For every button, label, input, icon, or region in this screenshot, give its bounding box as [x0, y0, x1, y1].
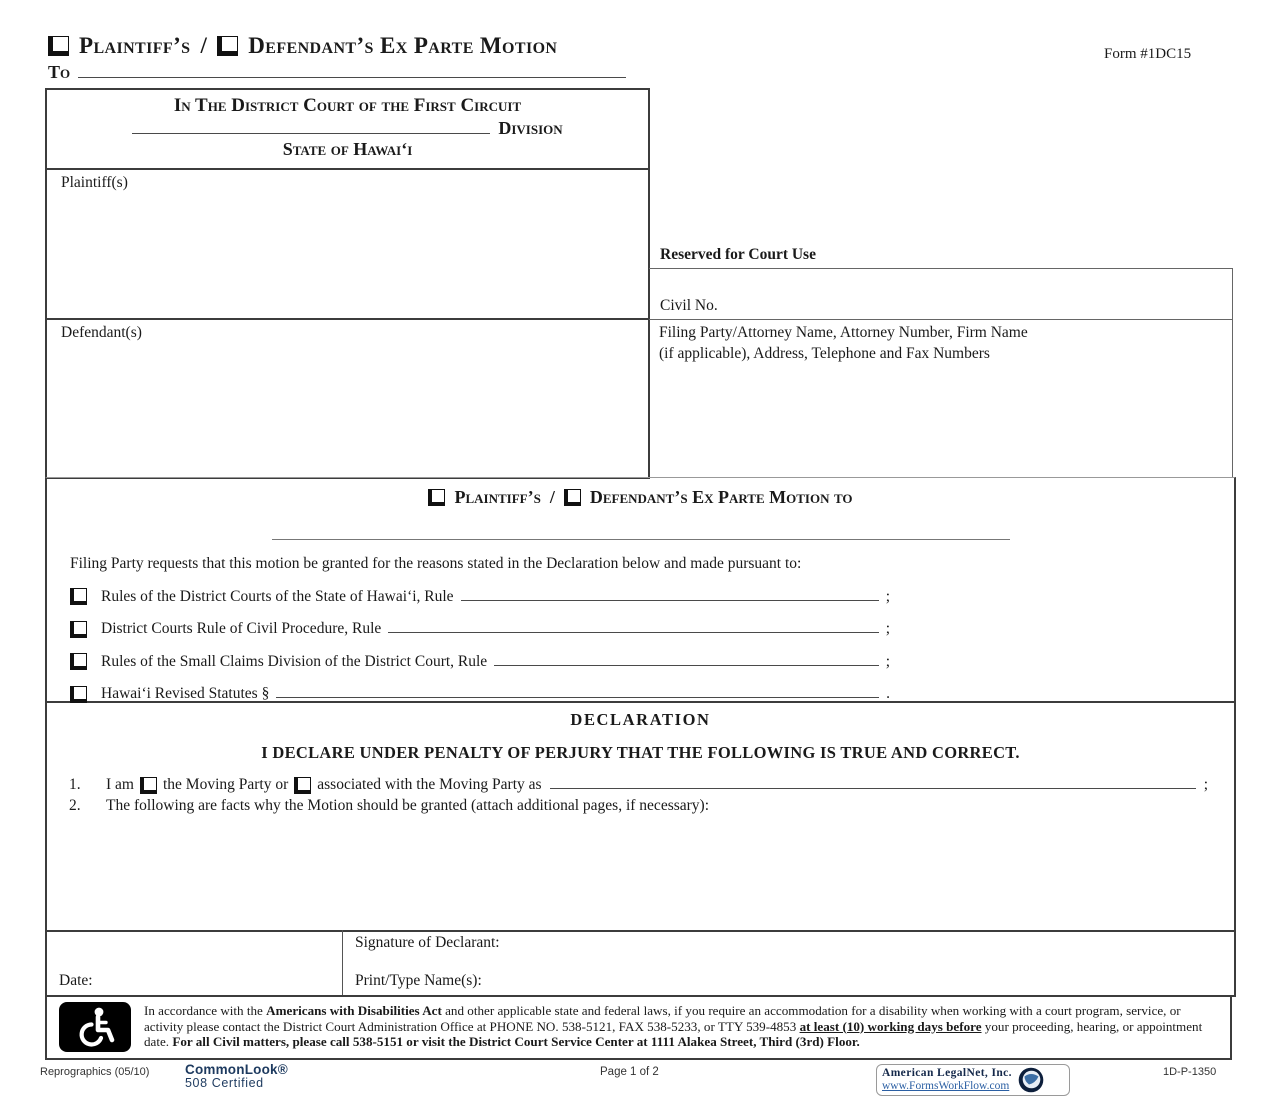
- title-defendant-text: Defendant’s Ex Parte Motion: [248, 33, 558, 58]
- declaration-item1-punct: ;: [1203, 776, 1208, 793]
- statute-number-field-line[interactable]: [276, 696, 879, 698]
- to-label: To: [48, 62, 71, 82]
- rule-item-label: Hawaiʻi Revised Statutes §: [101, 685, 270, 702]
- associated-as-field-line[interactable]: [550, 787, 1196, 789]
- commonlook-certified: 508 Certified: [185, 1076, 264, 1091]
- associated-party-checkbox[interactable]: [294, 777, 311, 794]
- commonlook-logo: [185, 1063, 288, 1090]
- rule-small-claims-checkbox[interactable]: [70, 653, 87, 670]
- rule-item-punct: .: [886, 685, 890, 702]
- page-number: Page 1 of 2: [600, 1066, 659, 1078]
- ada-text-bold2: For all Civil matters, please call 538-5151 or visit the District Court Service Center at 1111 Alakea Street, Third (3rd) Floor.: [172, 1034, 860, 1050]
- state-line: State of Hawaiʻi: [282, 139, 413, 159]
- item-number: 2.: [69, 797, 81, 814]
- commonlook-name: CommonLook®: [185, 1062, 288, 1077]
- rule-item-punct: ;: [885, 620, 890, 637]
- perjury-statement: I DECLARE UNDER PENALTY OF PERJURY THAT THE FOLLOWING IS TRUE AND CORRECT.: [261, 743, 1020, 762]
- motion-intro: Filing Party requests that this motion be granted for the reasons stated in the Declaration below and made pursuant to:: [70, 555, 802, 572]
- rule-number-field-line[interactable]: [461, 599, 879, 601]
- plaintiffs-box[interactable]: [45, 168, 650, 320]
- rule-number-field-line[interactable]: [388, 631, 878, 633]
- wheelchair-accessibility-icon: [59, 1002, 131, 1052]
- form-number: Form #1DC15: [1104, 46, 1192, 62]
- rule-district-courts-checkbox[interactable]: [70, 588, 87, 605]
- defendant-title-checkbox[interactable]: [217, 36, 238, 56]
- civil-no-box[interactable]: [649, 268, 1233, 320]
- rule-item-label: District Courts Rule of Civil Procedure, Rule: [101, 620, 382, 637]
- motion-plaintiff-checkbox[interactable]: [428, 489, 445, 506]
- american-legalnet-badge: [876, 1064, 1070, 1096]
- reprographics-label: Reprographics (05/10): [40, 1066, 150, 1078]
- moving-party-checkbox[interactable]: [140, 777, 157, 794]
- date-label: Date:: [59, 972, 93, 989]
- court-header-box: [45, 88, 650, 170]
- plaintiffs-label: Plaintiff(s): [61, 174, 128, 191]
- declaration-heading: DECLARATION: [570, 710, 711, 729]
- declaration-item1-text3: associated with the Moving Party as: [317, 776, 542, 793]
- formsworkflow-link[interactable]: www.FormsWorkFlow.com: [882, 1080, 1010, 1092]
- motion-section: [45, 477, 1236, 703]
- plaintiff-title-checkbox[interactable]: [48, 36, 69, 56]
- ada-text-mid1: and other applicable state and federal laws, if you require an accommodation for a disability when working with a court program, service, or activity please contact the District Court Administration Office at PHONE NO. 538-5121, FAX 538-5233, or TTY 539-4853: [144, 1002, 1181, 1034]
- rule-item-label: Rules of the District Courts of the State of Hawaiʻi, Rule: [101, 587, 454, 605]
- rule-number-field-line[interactable]: [494, 664, 879, 666]
- ada-text-bold1: Americans with Disabilities Act: [266, 1002, 442, 1018]
- division-label: Division: [498, 118, 563, 138]
- defendants-label: Defendant(s): [61, 324, 142, 341]
- declaration-item-1: [69, 776, 1208, 794]
- to-field-line[interactable]: [78, 76, 626, 78]
- ada-notice: [45, 995, 1232, 1060]
- item-number: 1.: [69, 776, 81, 793]
- motion-title-defendant: Defendant’s Ex Parte Motion to: [589, 487, 853, 507]
- document-code: 1D-P-1350: [1163, 1066, 1217, 1078]
- motion-to-row: [48, 62, 626, 83]
- civil-no-label: Civil No.: [660, 297, 718, 314]
- title-plaintiff-text: Plaintiff’s: [79, 33, 191, 58]
- filing-party-label-line2: (if applicable), Address, Telephone and Fax Numbers: [659, 344, 990, 362]
- reserved-court-use-label: Reserved for Court Use: [660, 246, 816, 263]
- title-separator: /: [200, 33, 208, 58]
- motion-title-field-line[interactable]: [272, 539, 1010, 540]
- rule-item-civil-procedure: [70, 620, 890, 638]
- motion-defendant-checkbox[interactable]: [564, 489, 581, 506]
- rule-item-small-claims: [70, 653, 890, 671]
- declaration-item1-text1: I am: [106, 776, 134, 793]
- ada-text-bold-underline: at least (10) working days before: [799, 1018, 982, 1034]
- signature-section: [45, 930, 1236, 997]
- declaration-item-2: [69, 797, 1208, 815]
- legalnet-name: American LegalNet, Inc.: [882, 1067, 1012, 1080]
- filing-party-label-line1: Filing Party/Attorney Name, Attorney Number, Firm Name: [659, 324, 1028, 341]
- facts-write-in-area[interactable]: [47, 815, 1234, 915]
- defendants-box[interactable]: [45, 318, 650, 479]
- signature-cell[interactable]: [343, 930, 1234, 995]
- division-line: [47, 118, 648, 139]
- rule-item-punct: ;: [885, 652, 890, 670]
- form-title: [48, 33, 557, 59]
- motion-title-plaintiff: Plaintiff’s: [454, 487, 541, 507]
- rule-item-label: Rules of the Small Claims Division of the District Court, Rule: [101, 652, 488, 670]
- print-type-name-label: Print/Type Name(s):: [355, 972, 482, 989]
- date-cell[interactable]: [47, 930, 343, 995]
- rule-civil-procedure-checkbox[interactable]: [70, 621, 87, 638]
- declaration-section: [45, 700, 1236, 932]
- division-field-line[interactable]: [132, 132, 490, 134]
- rule-item-district-courts: [70, 588, 890, 606]
- rule-item-punct: ;: [885, 587, 890, 605]
- motion-title: [47, 487, 1234, 508]
- motion-title-separator: /: [549, 487, 555, 507]
- filing-party-box[interactable]: [649, 318, 1233, 478]
- court-name-line: In The District Court of the First Circuit: [173, 95, 522, 116]
- globe-icon: [1018, 1067, 1044, 1093]
- ada-text-mid2: your proceeding, hearing, or appointment date.: [144, 1018, 1203, 1050]
- ada-notice-text: [144, 1003, 1222, 1051]
- signature-of-declarant-label: Signature of Declarant:: [355, 934, 500, 951]
- ada-text-pre: In accordance with the: [144, 1002, 267, 1018]
- declaration-item2-text: The following are facts why the Motion should be granted (attach additional pages, if necessary):: [106, 797, 710, 814]
- declaration-item1-text2: the Moving Party or: [162, 776, 289, 793]
